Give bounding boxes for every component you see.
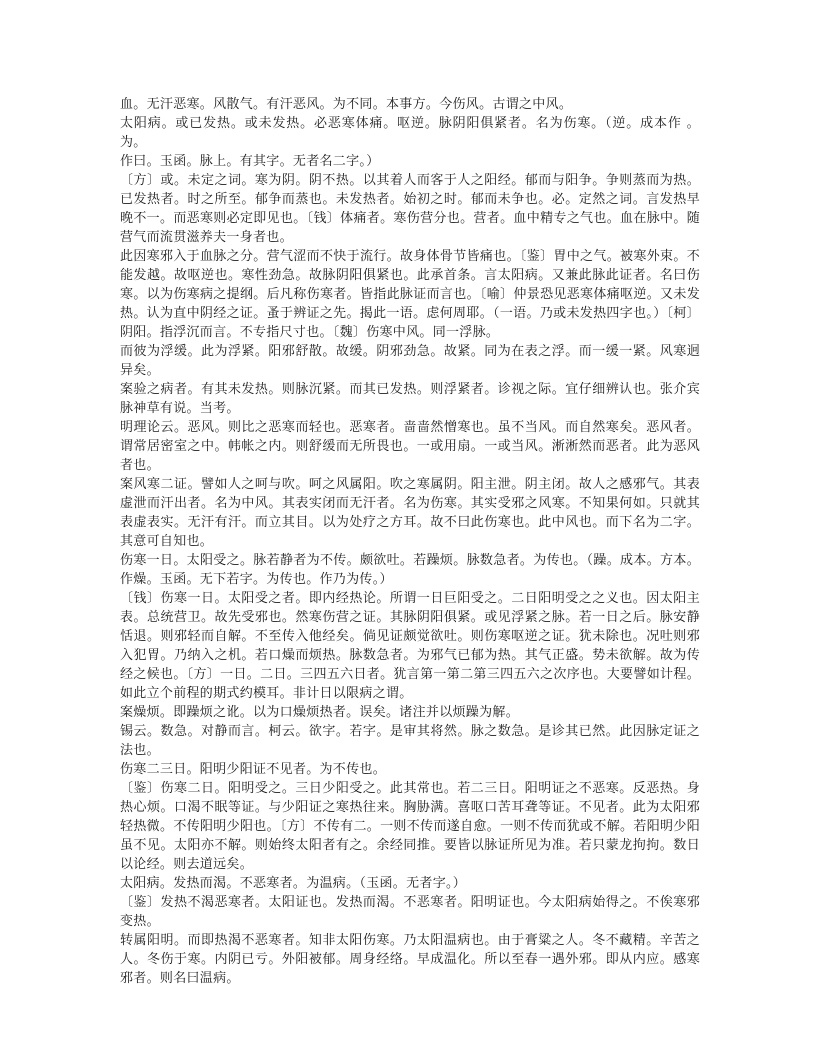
paragraph: 作曰。玉函。脉上。有其字。无者名二字。） bbox=[120, 154, 380, 169]
paragraph: 案燥烦。即躁烦之讹。以为口燥烦热者。误矣。诸注并以烦躁为解。 bbox=[120, 705, 520, 720]
paragraph: 此因寒邪入于血脉之分。营气涩而不快于流行。故身体骨节皆痛也。〔鉴〕胃中之气。被寒外束。不能发越。故呕逆也。寒性劲急。故脉阴阳俱紧也。此承首条。言太阳病。又兼此脉此证者。名曰伤寒。以为伤寒病之提纲。后凡称伤寒者。皆指此脉证而言也。〔喻〕仲景恐见恶寒体痛呕逆。又未发热。认为直中阴经之证。蚤于辨证之先。揭此一语。虑何周耶。（一语。乃或未发热四字也。）〔柯〕阴阳。指浮沉而言。不专指尺寸也。〔魏〕伤寒中风。同一浮脉。 bbox=[120, 249, 700, 340]
paragraph: 转属阳明。而即热渴不恶寒者。知非太阳伤寒。乃太阳温病也。由于膏粱之人。冬不藏精。辛苦之人。冬伤于寒。内阴已亏。外阳被郁。周身经络。早成温化。所以至春一遇外邪。即从内应。感寒邪者。则名曰温病。 bbox=[120, 933, 700, 986]
paragraph: 而彼为浮缓。此为浮紧。阳邪舒散。故缓。阴邪劲急。故紧。同为在表之浮。而一缓一紧。风寒迥异矣。 bbox=[120, 344, 700, 378]
paragraph: 太阳病。或已发热。或未发热。必恶寒体痛。呕逆。脉阴阳俱紧者。名为伤寒。（逆。成本作 。为。 bbox=[120, 116, 700, 150]
paragraph: 伤寒二三日。阳明少阳证不见者。为不传也。 bbox=[120, 762, 387, 777]
paragraph: 〔钱〕伤寒一日。太阳受之者。即内经热论。所谓一日巨阳受之。二日阳明受之之义也。因太阳主表。总统营卫。故先受邪也。然寒伤营之证。其脉阴阳俱紧。或见浮紧之脉。若一日之后。脉安静恬退。则邪轻而自解。不至传入他经矣。倘见证颇觉欲吐。则伤寒呕逆之证。犹未除也。况吐则邪入犯胃。乃纳入之机。若口燥而烦热。脉数急者。为邪气已郁为热。其气正盛。势未欲解。故为传经之候也。〔方〕一日。二日。三四五六日者。犹言第一第二第三四五六之次序也。大要譬如计程。如此立个前程的期式约模耳。非计日以限病之谓。 bbox=[120, 591, 700, 701]
paragraph: 案风寒二证。譬如人之呵与吹。呵之风属阳。吹之寒属阴。阳主泄。阴主闭。故人之感邪气。其表虚泄而汗出者。名为中风。其表实闭而无汗者。名为伤寒。其实受邪之风寒。不知果何如。只就其表虚表实。无汗有汗。而立其目。以为处疗之方耳。故不曰此伤寒也。此中风也。而下名为二字。其意可自知也。 bbox=[120, 477, 700, 549]
paragraph: 明理论云。恶风。则比之恶寒而轻也。恶寒者。啬啬然憎寒也。虽不当风。而自然寒矣。恶风者。谓常居密室之中。帏帐之内。则舒缓而无所畏也。一或用扇。一或当风。淅淅然而恶者。此为恶风者也。 bbox=[120, 420, 700, 473]
paragraph: 血。无汗恶寒。风散气。有汗恶风。为不同。本事方。今伤风。古谓之中风。 bbox=[120, 97, 573, 112]
paragraph: 案验之病者。有其未发热。则脉沉紧。而其已发热。则浮紧者。诊视之际。宜仔细辨认也。张介宾脉神草有说。当考。 bbox=[120, 382, 700, 416]
paragraph: 〔鉴〕伤寒二日。阳明受之。三日少阳受之。此其常也。若二三日。阳明证之不恶寒。反恶热。身热心烦。口渴不眠等证。与少阳证之寒热往来。胸胁满。喜呕口苦耳聋等证。不见者。此为太阳邪轻热微。不传阳明少阳也。〔方〕不传有二。一则不传而遂自愈。一则不传而犹或不解。若阳明少阳虽不见。太阳亦不解。则始终太阳者有之。余经同推。要皆以脉证所见为准。若只蒙龙拘拘。数日以论经。则去道远矣。 bbox=[120, 781, 700, 872]
paragraph: 太阳病。发热而渴。不恶寒者。为温病。（玉函。无者字。） bbox=[120, 876, 467, 891]
paragraph: 锡云。数急。对静而言。柯云。欲字。若字。是审其将然。脉之数急。是诊其已然。此因脉定证之法也。 bbox=[120, 724, 700, 758]
document-page bbox=[120, 95, 700, 988]
paragraph: 〔方〕或。未定之词。寒为阴。阴不热。以其着人而客于人之阳经。郁而与阳争。争则蒸而为热。已发热者。时之所至。郁争而蒸也。未发热者。始初之时。郁而未争也。必。定然之词。言发热早晚不一。而恶寒则必定即见也。〔钱〕体痛者。寒伤营分也。营者。血中精专之气也。血在脉中。随营气而流贯滋养夫一身者也。 bbox=[120, 173, 700, 245]
paragraph: 〔鉴〕发热不渴恶寒者。太阳证也。发热而渴。不恶寒者。阳明证也。今太阳病始得之。不俟寒邪变热。 bbox=[120, 895, 700, 929]
paragraph: 伤寒一日。太阳受之。脉若静者为不传。颇欲吐。若躁烦。脉数急者。为传也。（躁。成本。方本。作燥。玉函。无下若字。为传也。作乃为传。） bbox=[120, 553, 700, 587]
